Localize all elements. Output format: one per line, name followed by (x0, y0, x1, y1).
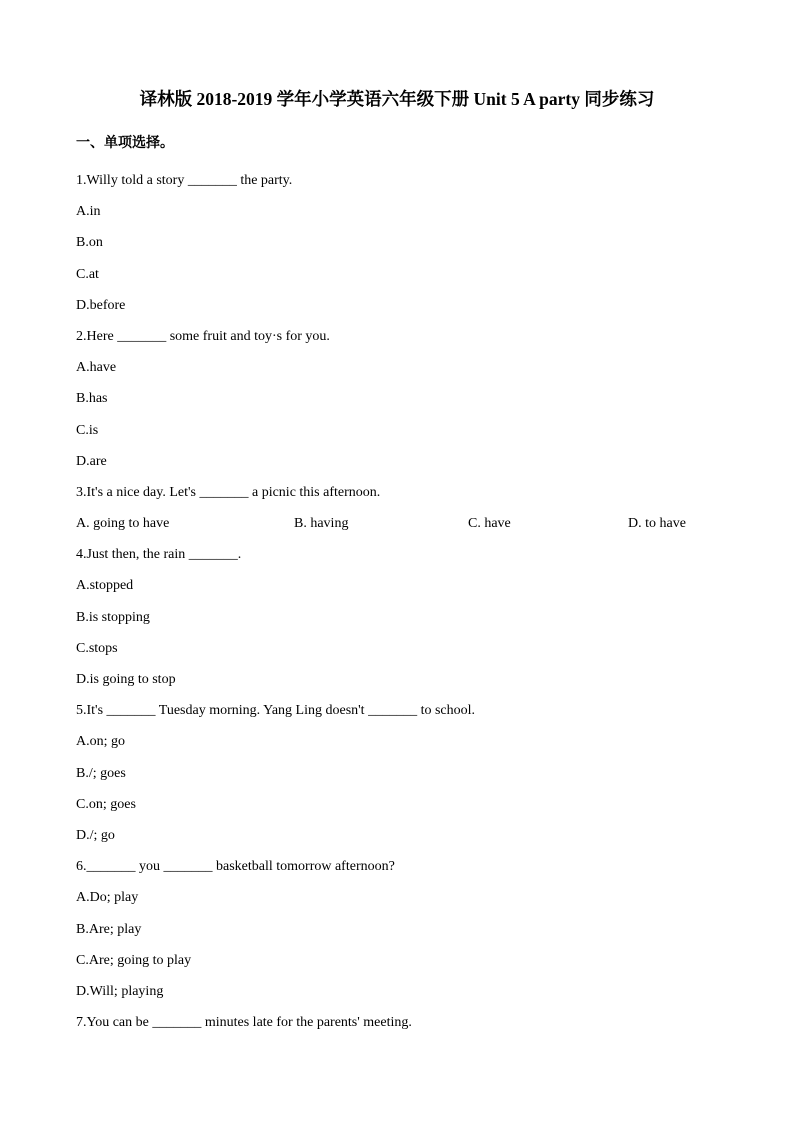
question-stem: 2.Here _______ some fruit and toy·s for you. (76, 328, 330, 344)
option: A.Do; play (76, 890, 139, 906)
option: D.Will; playing (76, 983, 164, 999)
section-heading: 一、单项选择。 (76, 136, 174, 151)
option: C.on; goes (76, 796, 136, 812)
option: B.on (76, 235, 103, 251)
option: D./; go (76, 827, 115, 843)
option: D.before (76, 297, 126, 313)
option: B.Are; play (76, 921, 142, 937)
option: D.are (76, 453, 107, 469)
document-title: 译林版 2018-2019 学年小学英语六年级下册 Unit 5 A party 同步练习 (139, 89, 655, 109)
option: A.stopped (76, 578, 134, 594)
option: D.is going to stop (76, 672, 176, 687)
question-stem: 5.It's _______ Tuesday morning. Yang Ling doesn't _______ to school. (76, 703, 476, 719)
inline-options (76, 513, 716, 544)
option: A.on; go (76, 734, 125, 750)
question-stem: 1.Willy told a story _______ the party. (76, 173, 293, 188)
option: A.in (76, 204, 101, 220)
option: C.at (76, 266, 99, 282)
option: C.stops (76, 640, 118, 656)
option: B./; goes (76, 765, 126, 781)
question-stem: 3.It's a nice day. Let's _______ a picnic this afternoon. (76, 484, 381, 500)
question-stem: 7.You can be _______ minutes late for the parents' meeting. (76, 1015, 412, 1031)
option: A.have (76, 360, 117, 376)
option: D. to have (628, 516, 686, 532)
question-list (76, 170, 716, 1043)
option: C. have (468, 516, 511, 532)
question-stem: 4.Just then, the rain _______. (76, 547, 242, 563)
option: B.has (76, 391, 108, 407)
option: A. going to have (76, 516, 170, 532)
option: B. having (294, 516, 349, 532)
option: C.Are; going to play (76, 952, 192, 968)
option: B.is stopping (76, 609, 150, 625)
option: C.is (76, 422, 99, 438)
question-stem: 6._______ you _______ basketball tomorrow afternoon? (76, 859, 395, 875)
